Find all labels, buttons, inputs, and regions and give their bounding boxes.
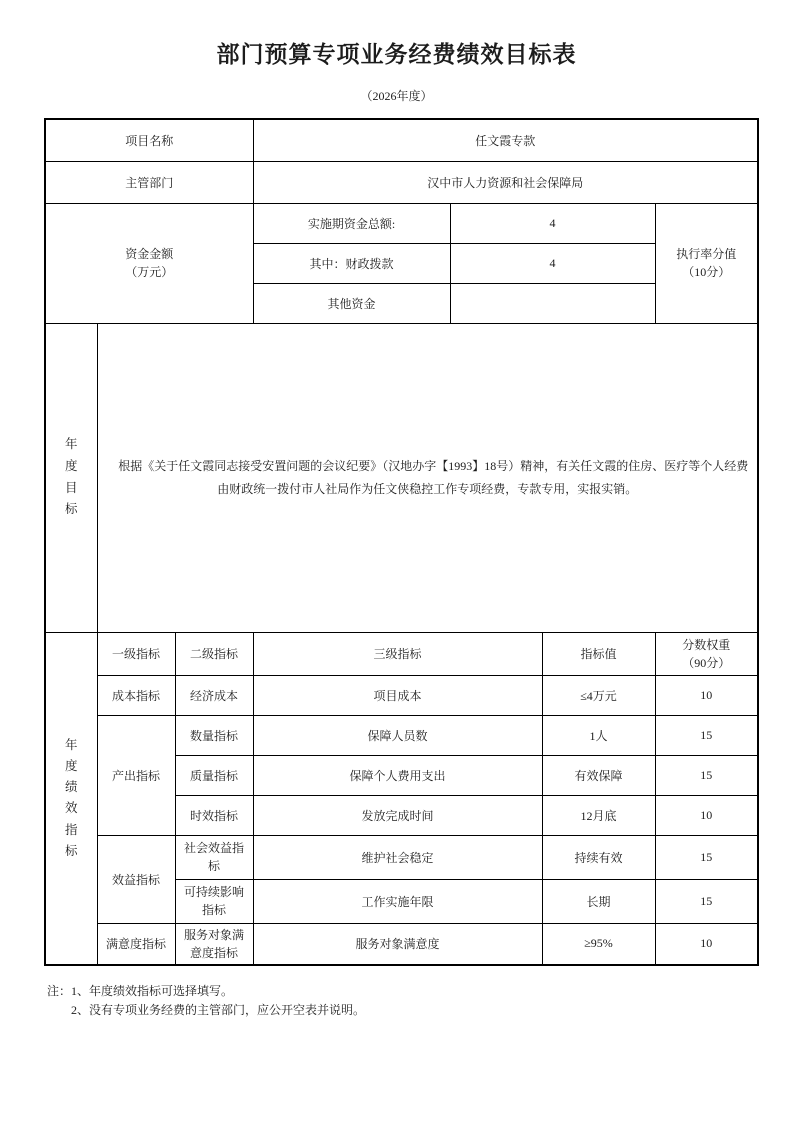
indicator-level2: 经济成本 — [175, 675, 253, 715]
project-name-value: 任文霞专款 — [253, 119, 758, 161]
fiscal-appropriation-label: 其中：财政拨款 — [253, 243, 450, 283]
indicator-level3: 服务对象满意度 — [253, 923, 542, 965]
indicator-level3: 工作实施年限 — [253, 879, 542, 923]
indicator-value: 长期 — [542, 879, 655, 923]
indicator-level2: 质量指标 — [175, 755, 253, 795]
table-row — [45, 715, 758, 755]
indicator-level1: 成本指标 — [97, 675, 175, 715]
project-name-label: 项目名称 — [45, 119, 253, 161]
department-value: 汉中市人力资源和社会保障局 — [253, 161, 758, 203]
indicator-weight: 15 — [655, 835, 758, 879]
indicator-value: 1人 — [542, 715, 655, 755]
performance-target-table — [44, 118, 759, 966]
header-weight-line1: 分数权重 — [682, 637, 731, 652]
table-row — [45, 632, 758, 675]
table-row — [45, 323, 758, 632]
annual-goal-label — [45, 323, 97, 632]
table-row — [45, 161, 758, 203]
footnote-prefix: 注： — [47, 984, 72, 998]
indicator-level3: 保障人员数 — [253, 715, 542, 755]
indicator-weight: 10 — [655, 923, 758, 965]
header-value: 指标值 — [542, 632, 655, 675]
indicator-value: 有效保障 — [542, 755, 655, 795]
funding-total-value: 4 — [450, 203, 655, 243]
funding-amount-label-line1: 资金金额 — [125, 247, 174, 261]
funding-amount-label-line2: （万元） — [125, 265, 174, 279]
footnote-2: 2、没有专项业务经费的主管部门，应公开空表并说明。 — [71, 1002, 366, 1017]
execution-rate-line2: （10分） — [682, 265, 731, 279]
footnote-line1 — [47, 982, 365, 1001]
annual-goal-label-text: 年度目标 — [65, 436, 78, 517]
indicator-value: ≥95% — [542, 923, 655, 965]
table-row — [45, 675, 758, 715]
indicator-level2: 社会效益指标 — [175, 835, 253, 879]
page-title: 部门预算专项业务经费绩效目标表 — [216, 41, 577, 67]
indicator-weight: 15 — [655, 715, 758, 755]
indicator-level3: 维护社会稳定 — [253, 835, 542, 879]
header-level2: 二级指标 — [175, 632, 253, 675]
indicators-section-label-text: 年度绩效指标 — [65, 737, 78, 858]
indicator-weight: 10 — [655, 795, 758, 835]
indicator-weight: 10 — [655, 675, 758, 715]
indicator-level2: 可持续影响指标 — [175, 879, 253, 923]
indicator-level1: 满意度指标 — [97, 923, 175, 965]
header-weight — [655, 632, 758, 675]
indicator-value: 持续有效 — [542, 835, 655, 879]
indicator-value: ≤4万元 — [542, 675, 655, 715]
other-funds-value — [450, 283, 655, 323]
annual-goal-content: 根据《关于任文霞同志接受安置问题的会议纪要》（汉地办字【1993】18号）精神，有关任文霞的住房、医疗等个人经费由财政统一拨付市人社局作为任文侠稳控工作专项经费，专款专用，实报实销。 — [97, 323, 758, 632]
indicator-level2: 数量指标 — [175, 715, 253, 755]
table-row — [45, 923, 758, 965]
indicator-value: 12月底 — [542, 795, 655, 835]
footnote-1: 1、年度绩效指标可选择填写。 — [71, 984, 234, 998]
indicator-weight: 15 — [655, 755, 758, 795]
indicator-weight: 15 — [655, 879, 758, 923]
indicator-level2: 服务对象满意度指标 — [175, 923, 253, 965]
table-row — [45, 119, 758, 161]
table-row — [45, 835, 758, 879]
indicator-level3: 项目成本 — [253, 675, 542, 715]
header-weight-line2: （90分） — [682, 655, 731, 670]
header-level3: 三级指标 — [253, 632, 542, 675]
department-label: 主管部门 — [45, 161, 253, 203]
header-level1: 一级指标 — [97, 632, 175, 675]
indicator-level3: 发放完成时间 — [253, 795, 542, 835]
fiscal-appropriation-value: 4 — [450, 243, 655, 283]
indicator-level3: 保障个人费用支出 — [253, 755, 542, 795]
footnotes — [47, 982, 365, 1019]
page-subtitle: （2026年度） — [360, 89, 433, 103]
funding-total-label: 实施期资金总额: — [253, 203, 450, 243]
indicator-level2: 时效指标 — [175, 795, 253, 835]
other-funds-label: 其他资金 — [253, 283, 450, 323]
execution-rate-line1: 执行率分值 — [676, 247, 737, 261]
execution-rate-score-label — [655, 203, 758, 323]
indicators-section-label — [45, 632, 97, 965]
indicator-level1: 产出指标 — [97, 715, 175, 835]
table-row — [45, 203, 758, 243]
indicator-level1: 效益指标 — [97, 835, 175, 923]
funding-amount-label — [45, 203, 253, 323]
